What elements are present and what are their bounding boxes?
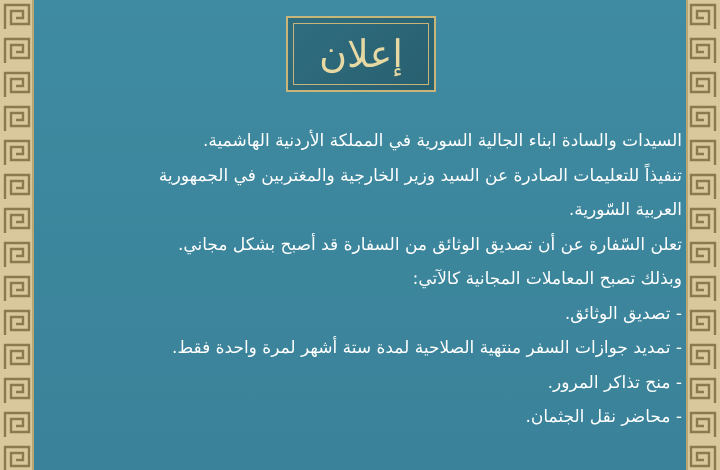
announcement-title: إعلان bbox=[319, 32, 403, 76]
greek-key-pattern-left bbox=[0, 0, 34, 470]
body-line: تنفيذاً للتعليمات الصادرة عن السيد وزير الخارجية والمغتربين في الجمهورية bbox=[158, 165, 682, 186]
greek-key-pattern-right bbox=[686, 0, 720, 470]
decorative-border-right bbox=[686, 0, 720, 470]
list-item: - محاضر نقل الجثمان. bbox=[525, 407, 682, 427]
announcement-body bbox=[62, 124, 682, 435]
list-item: - منح تذاكر المرور. bbox=[547, 372, 682, 393]
body-line: العربية السّورية. bbox=[568, 200, 682, 220]
body-line: السيدات والسادة ابناء الجالية السورية في المملكة الأردنية الهاشمية. bbox=[203, 131, 682, 151]
list-item: - تصديق الوثائق. bbox=[564, 303, 682, 324]
decorative-border-left bbox=[0, 0, 34, 470]
body-line: وبذلك تصبح المعاملات المجانية كالآتي: bbox=[412, 269, 682, 289]
body-line: تعلن السّفارة عن أن تصديق الوثائق من السفارة قد أصبح بشكل مجاني. bbox=[177, 234, 682, 255]
list-item: - تمديد جوازات السفر منتهية الصلاحية لمدة ستة أشهر لمرة واحدة فقط. bbox=[171, 338, 682, 358]
title-frame bbox=[286, 16, 436, 92]
